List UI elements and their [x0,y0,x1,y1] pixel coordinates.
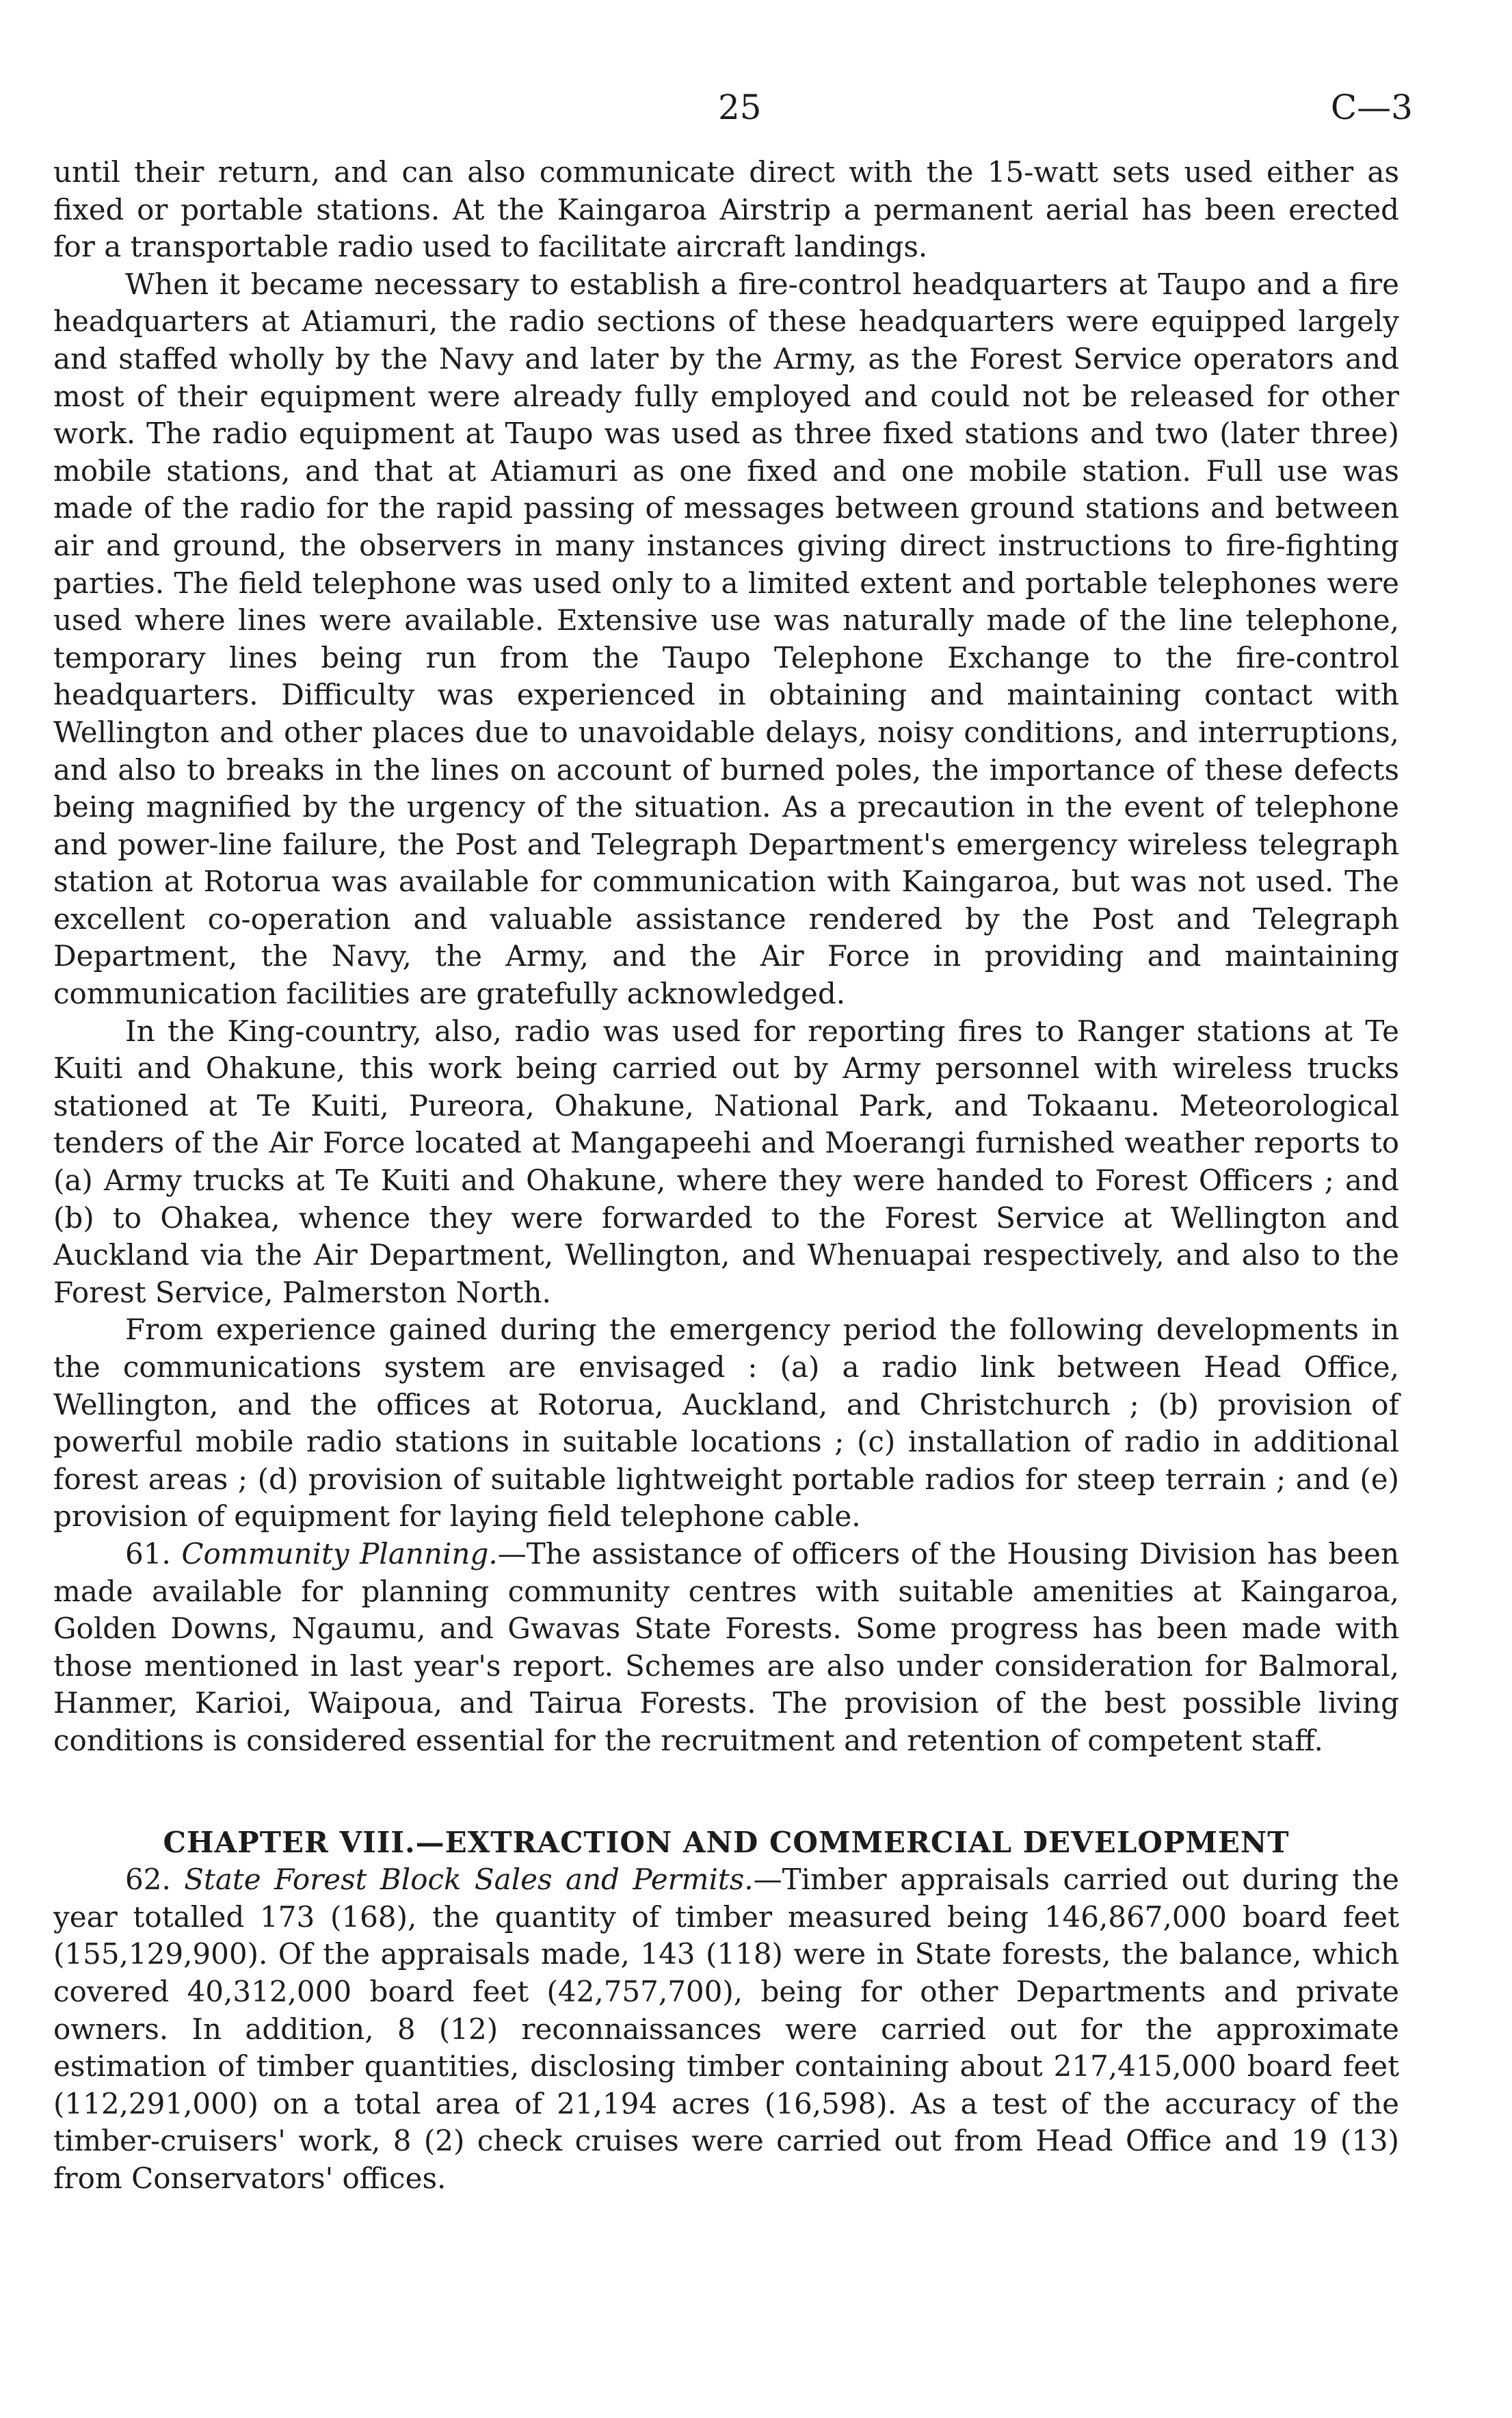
body-text [53,154,1399,2197]
section-62-text: —Timber appraisals carried out during the year totalled 173 (168), the quantity of timber measured being 146,867,000 board feet (155,129,900). Of the appraisals made, 143 (118) were in State forests, the balance, which covered 40,312,000 board feet (42,757,700), being for other Departments and private owners. In addition, 8 (12) reconnaissances were carried out for the approximate estimation of timber quantities, disclosing timber containing about 217,415,000 board feet (112,291,000) on a total area of 21,194 acres (16,598). As a test of the accuracy of the timber-cruisers' work, 8 (2) check cruises were carried out from Head Office and 19 (13) from Conservators' offices. [53,1863,1399,2195]
section-62-title: State Forest Block Sales and Permits. [184,1863,754,1897]
section-61-community-planning [53,1536,1399,1760]
section-61-text: —The assistance of officers of the Housing Division has been made available for planning community centres with suitable amenities at Kaingaroa, Golden Downs, Ngaumu, and Gwavas State Forests. Some progress has been made with those mentioned in last year's report. Schemes are also under consideration for Balmoral, Hanmer, Karioi, Waipoua, and Tairua Forests. The provision of the best possible living conditions is considered essential for the recruitment and retention of competent staff. [53,1536,1399,1757]
paragraph-radio-communication: until their return, and can also communicate direct with the 15-watt sets used either as fixed or portable stations. At the Kaingaroa Airstrip a permanent aerial has been erected for a transportable radio used to facilitate aircraft landings. [53,155,1399,264]
chapter-heading: CHAPTER VIII.—EXTRACTION AND COMMERCIAL DEVELOPMENT [163,1825,1290,1859]
page-header [0,88,1512,135]
section-62-number: 62. [125,1863,171,1897]
section-61-title: Community Planning. [181,1536,498,1571]
paragraph-future-developments: From experience gained during the emergency period the following developments in the communications system are envisaged : (a) a radio link between Head Office, Wellington, and the offices at Rotorua, Auckland, and Christchurch ; (b) provision of powerful mobile radio stations in suitable locations ; (c) installation of radio in additional forest areas ; (d) provision of suitable lightweight portable radios for steep terrain ; and (e) provision of equipment for laying field telephone cable. [53,1313,1399,1534]
section-61-number: 61. [125,1536,171,1571]
paragraph-fire-control-headquarters: When it became necessary to establish a fire-control headquarters at Taupo and a fire headquarters at Atiamuri, the radio sections of these headquarters were equipped largely and staffed wholly by the Navy and later by the Army, as the Forest Service operators and most of their equipment were already fully employed and could not be released for other work. The radio equipment at Taupo was used as three fixed stations and two (later three) mobile stations, and that at Atiamuri as one fixed and one mobile station. Full use was made of the radio for the rapid passing of messages between ground stations and between air and ground, the observers in many instances giving direct instructions to fire-fighting parties. The field telephone was used only to a limited extent and portable telephones were used where lines were available. Extensive use was naturally made of the line telephone, temporary lines being run from the Taupo Telephone Exchange to the fire-control headquarters. Difficulty was experienced in obtaining and maintaining contact with Wellington and other places due to unavoidable delays, noisy conditions, and interruptions, and also to breaks in the lines on account of burned poles, the importance of these defects being magnified by the urgency of the situation. As a precaution in the event of telephone and power-line failure, the Post and Telegraph Department's emergency wireless telegraph station at Rotorua was available for communication with Kaingaroa, but was not used. The excellent co-operation and valuable assistance rendered by the Post and Telegraph Department, the Navy, the Army, and the Air Force in providing and maintaining communication facilities are gratefully acknowledged. [53,267,1399,1011]
paragraph-king-country: In the King-country, also, radio was used for reporting fires to Ranger stations at Te Kuiti and Ohakune, this work being carried out by Army personnel with wireless trucks stationed at Te Kuiti, Pureora, Ohakune, National Park, and Tokaanu. Meteorological tenders of the Air Force located at Mangapeehi and Moerangi furnished weather reports to (a) Army trucks at Te Kuiti and Ohakune, where they were handed to Forest Officers ; and (b) to Ohakea, whence they were forwarded to the Forest Service at Wellington and Auckland via the Air Department, Wellington, and Whenuapai respectively, and also to the Forest Service, Palmerston North. [53,1014,1399,1309]
section-62-block-sales [53,1861,1399,2197]
page-number: 25 [718,88,762,127]
document-reference: C—3 [1330,88,1413,127]
